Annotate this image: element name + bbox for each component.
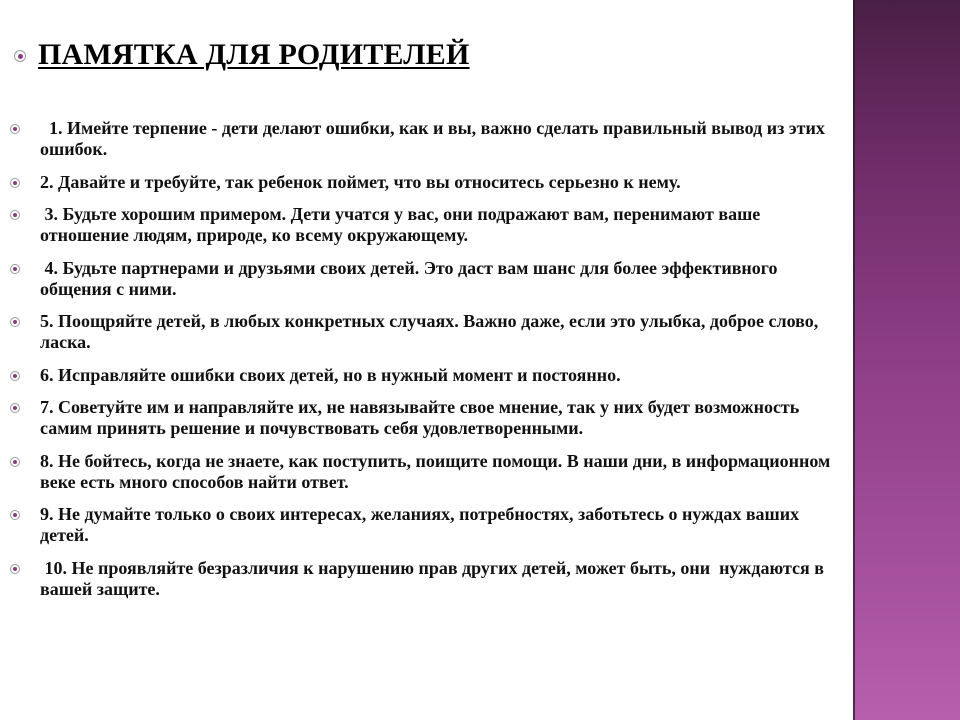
list-item <box>10 204 850 246</box>
bullet-icon <box>10 403 20 413</box>
list-item-text: 8. Не бойтесь, когда не знаете, как поступить, поищите помощи. В наши дни, в информационном веке есть много способов найти ответ. <box>40 450 835 492</box>
bullet-icon <box>10 124 20 134</box>
list-item-text: 3. Будьте хорошим примером. Дети учатся у вас, они подражают вам, перенимают ваше отношение людям, природе, ко всему окружающему. <box>40 204 765 245</box>
list-item-text: 6. Исправляйте ошибки своих детей, но в нужный момент и постоянно. <box>40 364 621 385</box>
bullet-icon <box>14 50 26 62</box>
title-row <box>14 38 470 72</box>
list-item <box>10 451 850 493</box>
list-item-text: 10. Не проявляйте безразличия к нарушению прав других детей, может быть, они нуждаются в вашей защите. <box>40 557 829 599</box>
list-item-text: 9. Не думайте только о своих интересах, желаниях, потребностях, заботьтесь о нуждах ваших детей. <box>40 504 804 545</box>
bullet-icon <box>10 317 20 327</box>
list-item-text: 7. Советуйте им и направляйте их, не навязывайте свое мнение, так у них будет возможность самим принять решение и почувствовать себя удовлетворенными. <box>40 397 804 438</box>
list-item <box>10 365 850 386</box>
bullet-icon <box>10 178 20 188</box>
bullet-icon <box>10 564 20 574</box>
bullet-icon <box>10 457 20 467</box>
list-item <box>10 258 850 300</box>
bullet-icon <box>10 371 20 381</box>
bullet-icon <box>10 510 20 520</box>
list-item <box>10 504 850 546</box>
slide-title: ПАМЯТКА ДЛЯ РОДИТЕЛЕЙ <box>38 38 470 71</box>
list-item <box>10 118 850 160</box>
list-item <box>10 172 850 193</box>
decorative-side-bar <box>855 0 960 720</box>
list-item-text: 5. Поощряйте детей, в любых конкретных случаях. Важно даже, если это улыбка, доброе слово, ласка. <box>40 311 823 352</box>
list-item <box>10 311 850 353</box>
list-item <box>10 397 850 439</box>
list-item-text: 2. Давайте и требуйте, так ребенок поймет, что вы относитесь серьезно к нему. <box>40 171 681 192</box>
list-item-text: 1. Имейте терпение - дети делают ошибки, как и вы, важно сделать правильный вывод из этих ошибок. <box>40 118 830 159</box>
rules-list <box>10 118 850 611</box>
list-item-text: 4. Будьте партнерами и друзьями своих детей. Это даст вам шанс для более эффективного общения с ними. <box>40 257 783 299</box>
bullet-icon <box>10 210 20 220</box>
bullet-icon <box>10 264 20 274</box>
list-item <box>10 558 850 600</box>
